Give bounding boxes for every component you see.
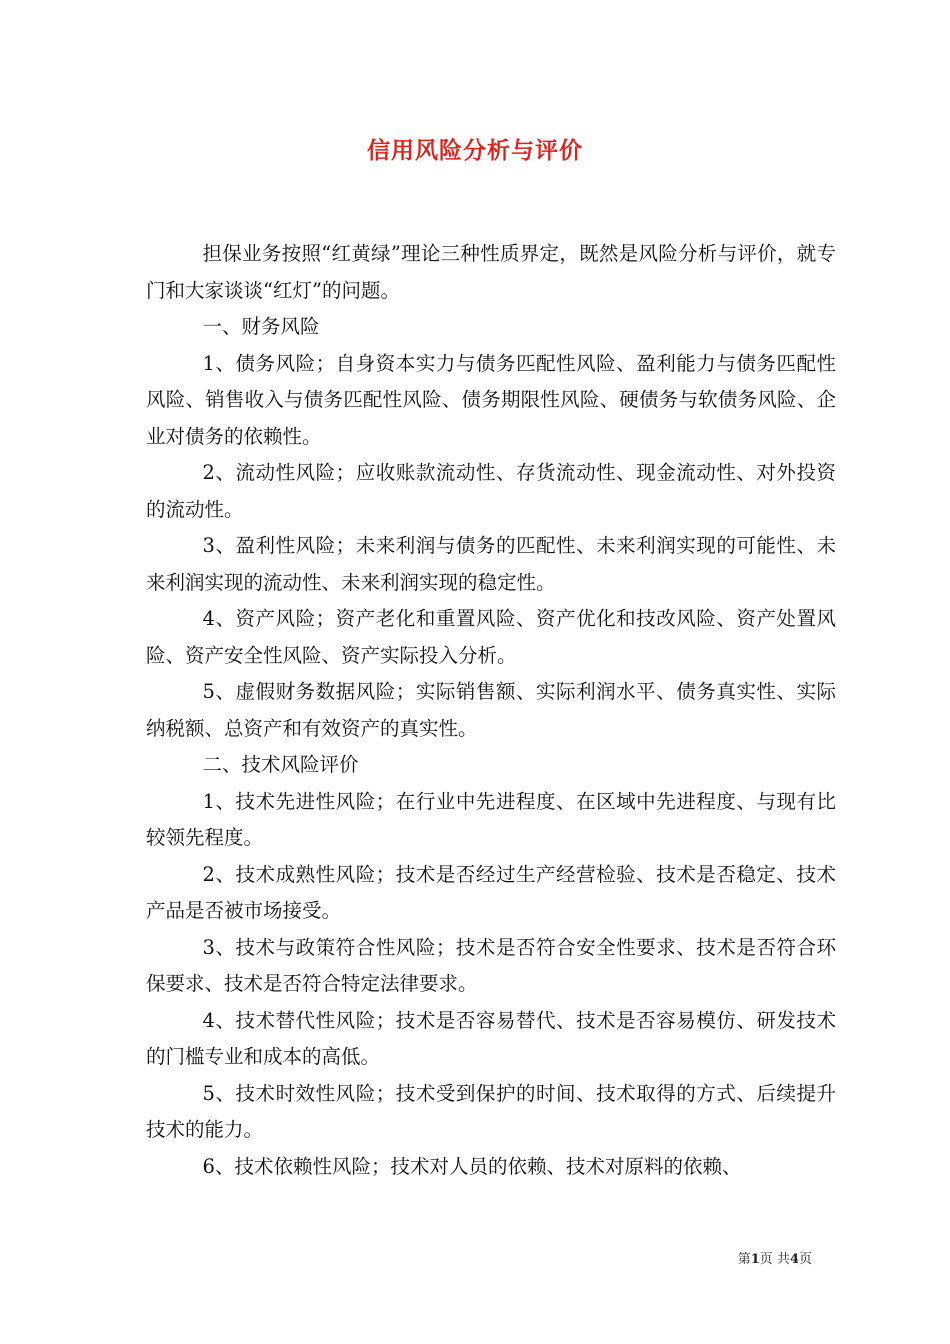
footer-middle: 页 共 (759, 1252, 790, 1267)
footer-suffix: 页 (798, 1252, 812, 1267)
section-heading-technical-risk: 二、技术风险评价 (202, 753, 359, 776)
footer-total-pages: 4 (789, 1252, 799, 1267)
document-body (146, 236, 836, 1185)
paragraph-tech-maturity-risk: 2、技术成熟性风险；技术是否经过生产经营检验、技术是否稳定、技术产品是否被市场接受。 (146, 862, 836, 922)
paragraph-debt-risk: 1、债务风险；自身资本实力与债务匹配性风险、盈利能力与债务匹配性风险、销售收入与债务匹配性风险、债务期限性风险、硬债务与软债务风险、企业对债务的依赖性。 (146, 351, 836, 448)
paragraph-tech-dependency-risk: 6、技术依赖性风险；技术对人员的依赖、技术对原料的依赖、 (202, 1154, 742, 1178)
paragraph-tech-substitution-risk: 4、技术替代性风险；技术是否容易替代、技术是否容易模仿、研发技术的门槛专业和成本的高低。 (146, 1008, 836, 1068)
footer-prefix: 第 (737, 1252, 751, 1267)
paragraph-tech-advancement-risk: 1、技术先进性风险；在行业中先进程度、在区域中先进程度、与现有比较领先程度。 (146, 789, 836, 849)
paragraph-liquidity-risk: 2、流动性风险；应收账款流动性、存货流动性、现金流动性、对外投资的流动性。 (146, 461, 836, 521)
section-heading-financial-risk: 一、财务风险 (202, 315, 320, 338)
footer-current-page: 1 (750, 1252, 760, 1267)
paragraph-asset-risk: 4、资产风险；资产老化和重置风险、资产优化和技改风险、资产处置风险、资产安全性风险、资产实际投入分析。 (146, 607, 836, 667)
document-title: 信用风险分析与评价 (367, 137, 583, 164)
page-footer (738, 1248, 812, 1267)
paragraph-profitability-risk: 3、盈利性风险；未来利润与债务的匹配性、未来利润实现的可能性、未来利润实现的流动性、未来利润实现的稳定性。 (146, 534, 836, 594)
paragraph-false-financial-data-risk: 5、虚假财务数据风险；实际销售额、实际利润水平、债务真实性、实际纳税额、总资产和有效资产的真实性。 (146, 680, 836, 740)
paragraph-tech-policy-risk: 3、技术与政策符合性风险；技术是否符合安全性要求、技术是否符合环保要求、技术是否符合特定法律要求。 (146, 935, 836, 995)
paragraph-tech-timeliness-risk: 5、技术时效性风险；技术受到保护的时间、技术取得的方式、后续提升技术的能力。 (146, 1081, 836, 1141)
paragraph-intro: 担保业务按照“红黄绿”理论三种性质界定，既然是风险分析与评价，就专门和大家谈谈“红灯”的问题。 (146, 242, 836, 302)
